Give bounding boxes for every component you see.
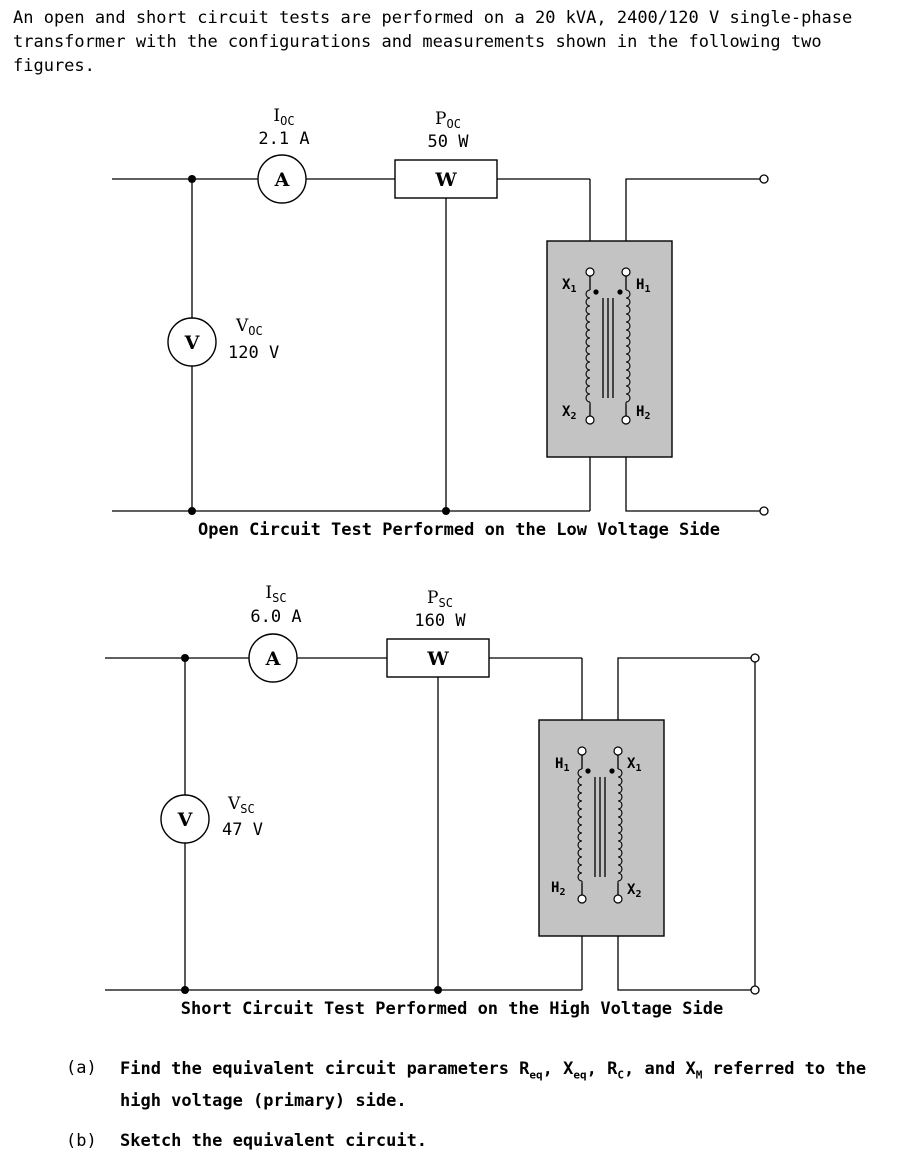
polarity-dot <box>593 289 598 294</box>
isc-label: $I_{SC}$ <box>265 583 287 605</box>
question-a-text: Find the equivalent circuit parameters $R_{eq}$, $X_{eq}$, $R_C$, and $X_M$ referred to the high voltage (primary) side. <box>120 1059 867 1112</box>
short-terminal <box>751 654 759 662</box>
voc-value: 120 V <box>228 343 280 363</box>
junction-dot <box>442 507 450 515</box>
terminal-label: $X_2$ <box>627 882 642 900</box>
open-terminal <box>760 507 768 515</box>
terminal-label: $X_1$ <box>562 277 577 295</box>
psc-value: 160 W <box>414 611 466 631</box>
voc-label: $V_{OC}$ <box>236 316 263 338</box>
terminal-circle <box>578 895 586 903</box>
voltmeter-label: V <box>184 332 200 354</box>
vsc-value: 47 V <box>222 820 263 840</box>
question-b-text: Sketch the equivalent circuit. <box>120 1131 428 1151</box>
junction-dot <box>188 507 196 515</box>
open-circuit-figure <box>112 106 768 540</box>
poc-value: 50 W <box>427 132 469 152</box>
terminal-circle <box>614 747 622 755</box>
junction-dot <box>434 986 442 994</box>
question-b-label: (b) <box>66 1131 97 1151</box>
polarity-dot <box>617 289 622 294</box>
terminal-label: $H_1$ <box>636 277 651 295</box>
psc-label: $P_{SC}$ <box>427 588 453 610</box>
terminal-circle <box>622 268 630 276</box>
terminal-label: $H_1$ <box>555 756 570 774</box>
ioc-label: $I_{OC}$ <box>273 106 295 128</box>
short-circuit-caption: Short Circuit Test Performed on the High Voltage Side <box>180 999 724 1019</box>
transformer <box>539 720 664 936</box>
short-circuit-figure <box>105 583 759 1019</box>
terminal-circle <box>586 416 594 424</box>
polarity-dot <box>609 768 614 773</box>
junction-dot <box>181 654 189 662</box>
terminal-label: $X_1$ <box>627 756 642 774</box>
wattmeter-label: W <box>427 648 449 670</box>
junction-dot <box>188 175 196 183</box>
ammeter-label: A <box>274 169 290 191</box>
question-a-label: (a) <box>66 1058 97 1078</box>
ammeter-label: A <box>265 648 281 670</box>
open-terminal <box>760 175 768 183</box>
transformer <box>547 241 672 457</box>
wattmeter-label: W <box>435 169 457 191</box>
terminal-label: $H_2$ <box>636 404 651 422</box>
isc-value: 6.0 A <box>250 607 302 627</box>
terminal-label: $H_2$ <box>551 880 566 898</box>
terminal-circle <box>622 416 630 424</box>
poc-label: $P_{OC}$ <box>435 109 461 131</box>
terminal-label: $X_2$ <box>562 404 577 422</box>
short-terminal <box>751 986 759 994</box>
polarity-dot <box>585 768 590 773</box>
vsc-label: $V_{SC}$ <box>228 794 255 816</box>
terminal-circle <box>586 268 594 276</box>
terminal-circle <box>614 895 622 903</box>
open-circuit-caption: Open Circuit Test Performed on the Low Voltage Side <box>198 520 720 540</box>
voltmeter-label: V <box>177 809 193 831</box>
ioc-value: 2.1 A <box>258 129 310 149</box>
intro-paragraph: An open and short circuit tests are performed on a 20 kVA, 2400/120 V single-phase transformer with the configurations and measurements shown in the following two figures. <box>13 8 853 76</box>
junction-dot <box>181 986 189 994</box>
terminal-circle <box>578 747 586 755</box>
